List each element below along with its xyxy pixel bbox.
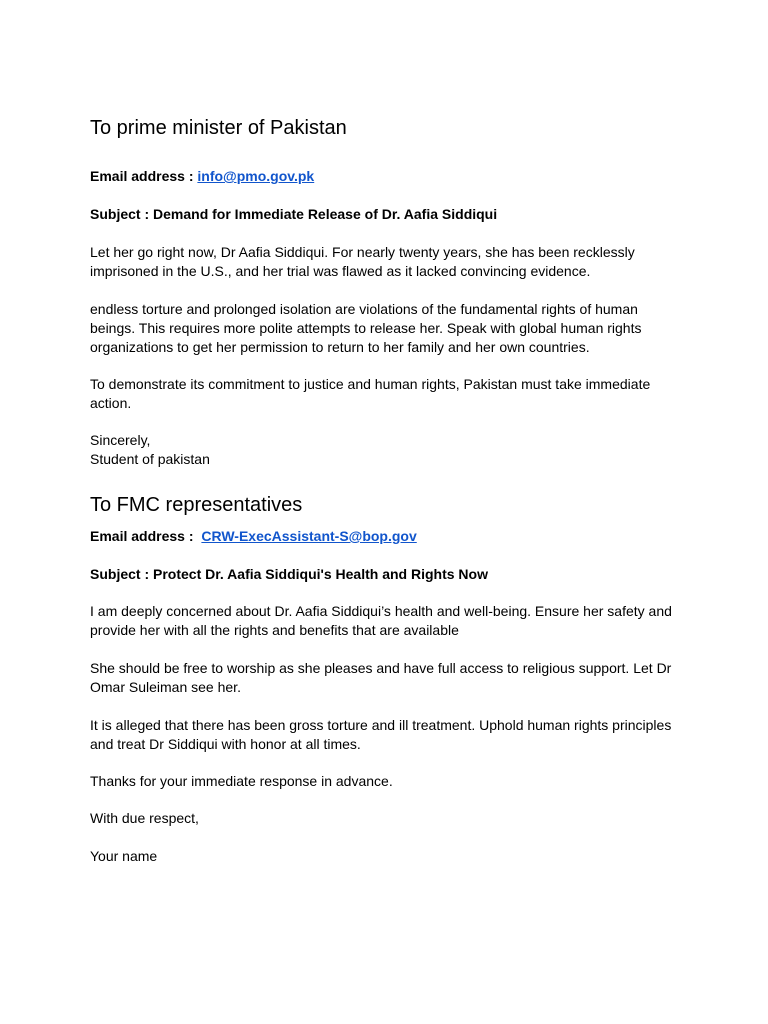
section2-email-link[interactable]: CRW-ExecAssistant-S@bop.gov	[201, 528, 417, 544]
section1-para2-line2: beings. This requires more polite attempts to release her. Speak with global human rights	[90, 320, 642, 336]
section2-para1-line1: I am deeply concerned about Dr. Aafia Siddiqui’s health and well-being. Ensure her safety and	[90, 603, 672, 619]
section1-email-label: Email address :	[90, 168, 198, 184]
section1-closing: Sincerely,	[90, 432, 151, 448]
section2-signature: Your name	[90, 848, 158, 864]
section2-email-line	[90, 527, 417, 546]
section2-para1-line2: provide her with all the rights and benefits that are available	[90, 622, 459, 638]
section1-para3-line1: To demonstrate its commitment to justice and human rights, Pakistan must take immediate	[90, 376, 651, 392]
section1-para2-line3: organizations to get her permission to return to her family and her own countries.	[90, 339, 590, 355]
section1-email-line	[90, 167, 314, 186]
section2-heading: To FMC representatives	[90, 494, 303, 516]
section2-para2-line2: Omar Suleiman see her.	[90, 679, 241, 695]
section2-closing: With due respect,	[90, 810, 199, 826]
section2-thanks: Thanks for your immediate response in advance.	[90, 773, 393, 789]
section1-email-link[interactable]: info@pmo.gov.pk	[197, 168, 315, 184]
section1-para3-line2: action.	[90, 395, 132, 411]
section2-subject: Subject : Protect Dr. Aafia Siddiqui's Health and Rights Now	[90, 566, 488, 582]
section1-para2-line1: endless torture and prolonged isolation are violations of the fundamental rights of human	[90, 301, 638, 317]
section2-para2-line1: She should be free to worship as she pleases and have full access to religious support. Let Dr	[90, 660, 672, 676]
section1-signature: Student of pakistan	[90, 451, 210, 467]
section1-subject: Subject : Demand for Immediate Release of Dr. Aafia Siddiqui	[90, 206, 498, 222]
section1-para1-line2: imprisoned in the U.S., and her trial was flawed as it lacked convincing evidence.	[90, 263, 591, 279]
section2-email-label: Email address :	[90, 528, 198, 544]
section2-para3-line1: It is alleged that there has been gross torture and ill treatment. Uphold human rights principles	[90, 717, 672, 733]
section1-heading: To prime minister of Pakistan	[90, 117, 347, 139]
section1-para1-line1: Let her go right now, Dr Aafia Siddiqui. For nearly twenty years, she has been recklessly	[90, 244, 635, 260]
section2-para3-line2: and treat Dr Siddiqui with honor at all times.	[90, 736, 361, 752]
